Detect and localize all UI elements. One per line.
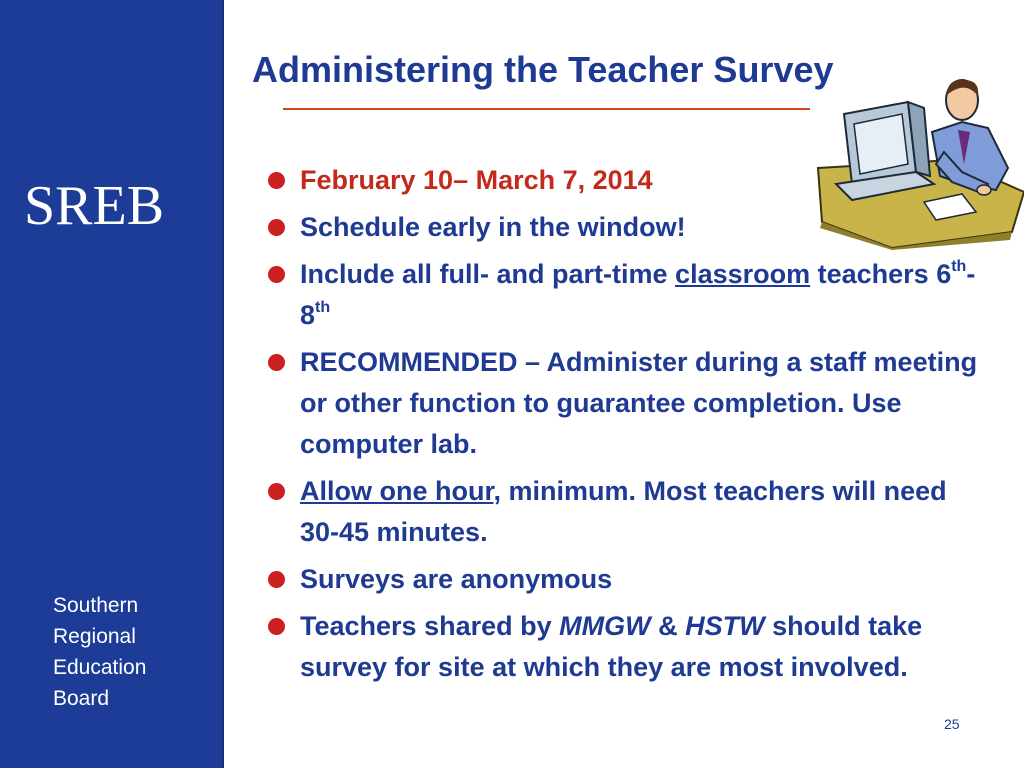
- bullet-dot-icon: [268, 354, 285, 371]
- list-item: [268, 471, 988, 553]
- bullet-dot-icon: [268, 483, 285, 500]
- org-line: Southern: [53, 594, 139, 617]
- bullet-text: Surveys are anonymous: [300, 564, 613, 594]
- underlined-text: Allow one hour: [300, 476, 494, 506]
- page-number: 25: [944, 716, 960, 732]
- list-item: [268, 160, 988, 201]
- bullet-dot-icon: [268, 618, 285, 635]
- org-line: Board: [53, 687, 110, 710]
- bullet-text: Include all full- and part-time: [300, 259, 676, 289]
- org-line: Regional: [53, 625, 136, 648]
- bullet-dot-icon: [268, 219, 285, 236]
- slide-title: Administering the Teacher Survey: [252, 49, 834, 90]
- bullet-text: RECOMMENDED – Administer during a staff meeting or other function to guarantee completion. Use computer lab.: [300, 347, 978, 459]
- bullet-text: should take survey for site at which they are most involved.: [300, 611, 923, 682]
- bullet-text: Schedule early in the window!: [300, 212, 686, 242]
- bullet-dot-icon: [268, 571, 285, 588]
- organization-name: [53, 590, 146, 714]
- title-underline-rule: [283, 108, 810, 110]
- list-item: [268, 254, 988, 336]
- bullet-text: -8: [300, 259, 976, 330]
- list-item: [268, 559, 988, 600]
- superscript: th: [315, 299, 331, 316]
- superscript: th: [951, 258, 967, 275]
- bullet-dot-icon: [268, 266, 285, 283]
- sidebar: [0, 0, 222, 768]
- list-item: [268, 342, 988, 465]
- underlined-text: classroom: [675, 259, 811, 289]
- list-item: [268, 207, 988, 248]
- bullet-text: Teachers shared by: [300, 611, 560, 641]
- bullet-text: teachers 6: [810, 259, 952, 289]
- italic-text: MMGW: [559, 611, 651, 641]
- sidebar-edge: [222, 0, 224, 768]
- list-item: [268, 606, 988, 688]
- org-line: Education: [53, 656, 147, 679]
- italic-text: HSTW: [685, 611, 765, 641]
- sreb-logo: SREB: [24, 175, 165, 237]
- bullet-text: &: [650, 611, 686, 641]
- bullet-text: , minimum. Most teachers will need 30-45 minutes.: [300, 476, 947, 547]
- bullet-text: February 10– March 7, 2014: [300, 165, 653, 195]
- bullet-list: [268, 160, 988, 694]
- bullet-dot-icon: [268, 172, 285, 189]
